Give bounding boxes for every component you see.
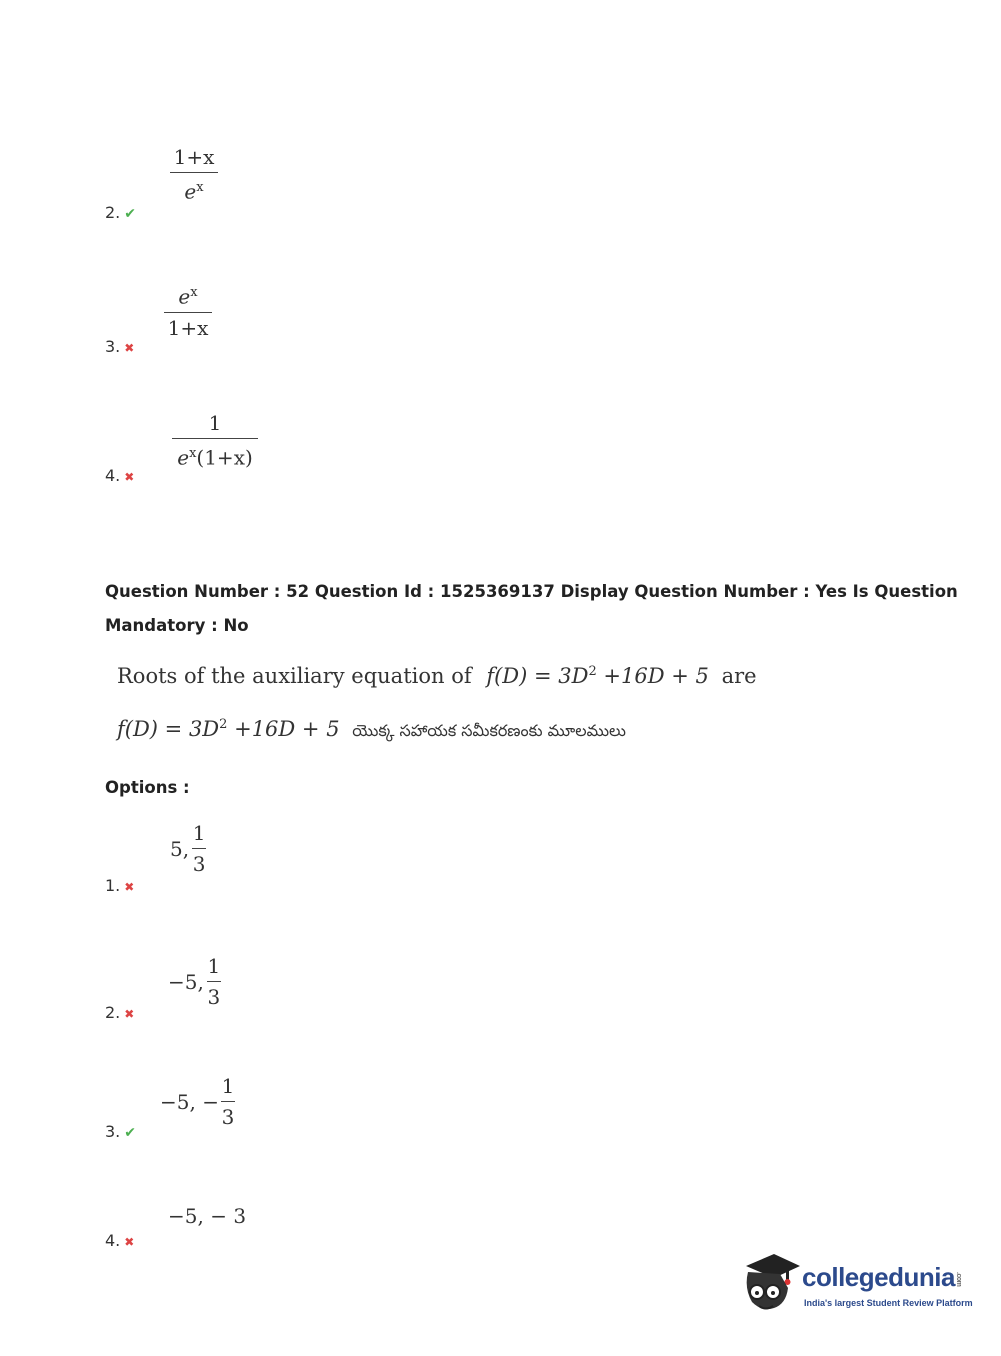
cross-icon: ✖ [124,880,135,894]
cross-icon: ✖ [124,470,135,484]
prev-option-2-fraction [170,144,218,205]
prev-option-4-fraction [172,410,258,471]
fraction-denominator: $e^x(1+x)$ [177,445,253,470]
question-meta-line-2: Mandatory : No [105,616,249,635]
option-2-label: 2. ✖ [105,1003,135,1022]
option-1-value: 5, $\frac{1}{3}$ [170,821,206,876]
fraction-bar [164,312,212,313]
question-text-english: Roots of the auxiliary equation of $f(D) = 3D^2 +16D + 5$ are [117,664,757,688]
cross-icon: ✖ [124,1007,135,1021]
cross-icon: ✖ [124,1235,135,1249]
option-2-value: −5, $\frac{1}{3}$ [168,954,221,1009]
option-4-label: 4. ✖ [105,1231,135,1250]
fraction-bar [172,438,258,439]
fraction-denominator: $e^x$ [184,179,204,204]
prev-option-4-label: 4. ✖ [105,466,135,485]
prev-option-3-label: 3. ✖ [105,337,135,356]
fraction-denominator: 1+x [167,315,209,340]
question-meta-line-1: Question Number : 52 Question Id : 1525369137 Display Question Number : Yes Is Question [105,582,958,601]
option-4-value: −5, − 3 [168,1204,247,1228]
fraction: $\frac{1}{3}$ [207,954,221,1009]
option-3-value: −5, − $\frac{1}{3}$ [160,1074,235,1129]
logo-wordmark: collegedunia.com [802,1262,962,1292]
collegedunia-logo [740,1248,973,1318]
fraction-numerator: 1+x [173,145,215,169]
check-icon: ✔ [124,1125,136,1141]
prev-option-2-label: 2. ✔ [105,203,136,222]
check-icon: ✔ [124,206,136,222]
option-3-label: 3. ✔ [105,1122,136,1141]
prev-option-3-fraction [164,280,212,341]
logo-tagline: India's largest Student Review Platform [804,1298,973,1308]
question-text-telugu: $f(D) = 3D^2 +16D + 5$ యొక్క సహాయక సమీకరణంకు మూలములు [117,717,626,741]
cross-icon: ✖ [124,341,135,355]
fraction-numerator: $e^x$ [178,284,198,309]
graduate-mascot-icon [740,1248,802,1318]
fraction-numerator: 1 [208,411,222,435]
fraction-bar [170,172,218,173]
fraction: $\frac{1}{3}$ [221,1074,235,1129]
fraction: $\frac{1}{3}$ [192,821,206,876]
option-1-label: 1. ✖ [105,876,135,895]
options-label: Options : [105,778,190,797]
